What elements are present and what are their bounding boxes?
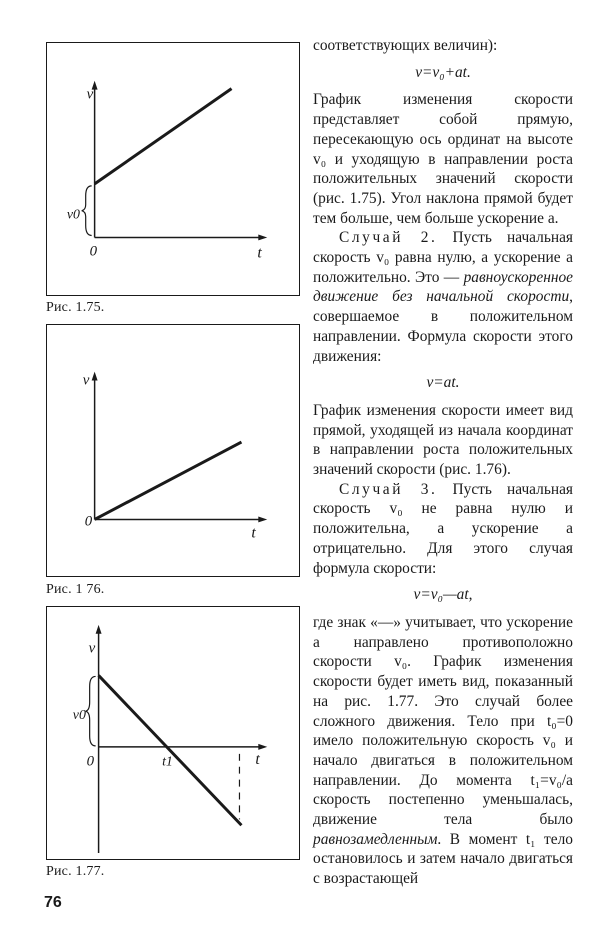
t-axis-label: t <box>257 244 262 262</box>
velocity-line <box>95 442 242 519</box>
case3-text: Пусть начальная скорость v₀ не равна нулю и положительна, а ускорение a отрицательно. Для этого случая формула скорости: <box>313 480 573 577</box>
origin-label: 0 <box>86 753 95 770</box>
v-axis-label: v <box>82 372 90 389</box>
paragraph-case2 <box>313 228 573 366</box>
v-axis-arrow <box>92 372 98 381</box>
origin-label: 0 <box>89 243 98 260</box>
case2-term: равноускоренное движение без начальной скорости <box>313 268 573 306</box>
t-axis-label: t <box>255 750 260 768</box>
t-axis-label: t <box>251 524 256 542</box>
velocity-line <box>99 675 242 825</box>
v-axis-label: v <box>88 640 96 657</box>
figure-1-77-caption: Рис. 1.77. <box>46 864 105 879</box>
case3-graph-text-a: где знак «—» учитывает, что ускорение a направлено противоположно скорости v₀. График изменения скорости будет иметь вид, показанный на рис. 1.77. Это случай более сложного движения. Тело при t₀=0 имело положительную скорость v₀ и начало двигаться в положительном направлении. До момента t₁=v₀/a скорость постепенно уменьшалась, движение тела было <box>313 613 573 829</box>
figure-1-75-graph <box>47 43 299 295</box>
formula-v-at: v=at. <box>426 374 460 392</box>
v0-brace <box>86 676 96 745</box>
case3-heading: Случай 3. <box>339 480 438 498</box>
paragraph-case1-graph: График изменения скорости представляет собой прямую, пересекающую ось ординат на высоте v₀ и уходящую в направлении роста положительных значений скорости (рис. 1.75). Угол наклона прямой будет тем больше, чем больше ускорение a. <box>313 91 573 227</box>
figure-1-76 <box>46 324 300 577</box>
v-axis-label: v <box>86 86 94 103</box>
case2-heading: Случай 2. <box>339 229 438 247</box>
formula-v-v0-minus-at: v=v₀—at, <box>413 586 473 604</box>
t-axis-arrow <box>258 234 267 240</box>
v0-label: v0 <box>72 708 86 724</box>
velocity-line <box>95 89 232 184</box>
v0-label: v0 <box>66 207 80 223</box>
figure-1-75 <box>46 42 300 296</box>
figure-1-77-graph <box>47 607 299 859</box>
t-axis-arrow <box>258 516 267 522</box>
figure-1-76-caption: Рис. 1 76. <box>46 582 105 597</box>
t-axis-arrow <box>258 744 267 750</box>
v-axis-arrow <box>96 625 102 634</box>
figure-1-77 <box>46 606 300 860</box>
body-text <box>313 36 573 889</box>
case3-term: равнозамедленным <box>313 830 438 848</box>
v0-brace <box>82 186 92 236</box>
page-number: 76 <box>44 894 62 911</box>
case3-graph-text-b: . В момент t₁ тело остановилось и затем начало двигаться с возрастающей <box>313 830 573 888</box>
paragraph-case3 <box>313 480 573 579</box>
figure-1-75-caption: Рис. 1.75. <box>46 300 105 315</box>
case2-text-a: Пусть начальная скорость v₀ равна нулю, а ускорение a положительно. Это — <box>313 229 573 286</box>
t1-label: t1 <box>162 754 173 770</box>
case2-text-b: , совершаемое в положительном направлении. Формула скорости этого движения: <box>313 288 573 365</box>
paragraph-continuation: соответствующих величин): <box>313 37 498 54</box>
formula-v-v0-plus-at: v=v₀+at. <box>415 63 471 81</box>
paragraph-case3-graph <box>313 613 573 889</box>
origin-label: 0 <box>84 513 93 530</box>
paragraph-case2-graph: График изменения скорости имеет вид прямой, уходящей из начала координат в направлении роста положительных значений скорости (рис. 1.76). <box>313 401 573 479</box>
figure-1-76-graph <box>47 325 299 576</box>
